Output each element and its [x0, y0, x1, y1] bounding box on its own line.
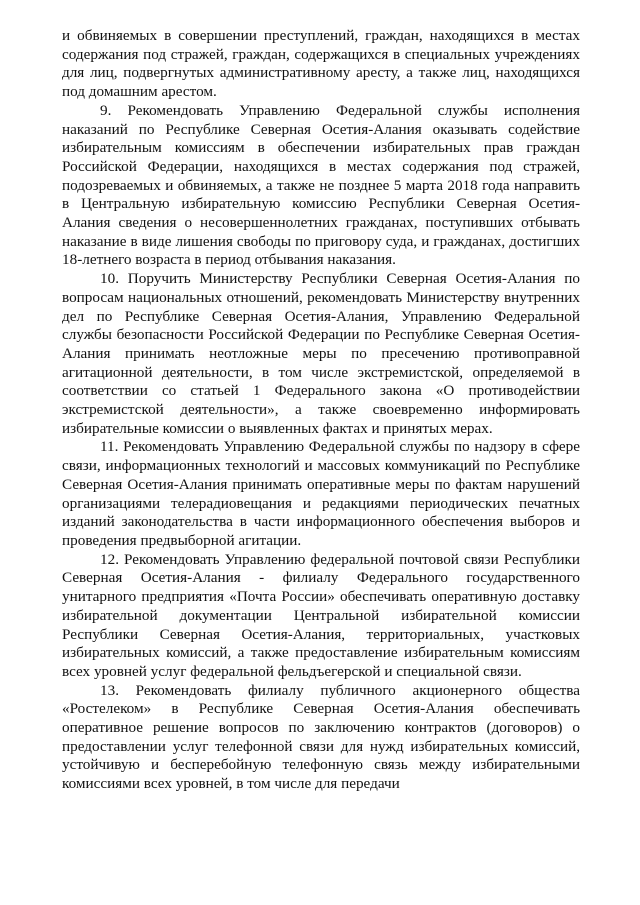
paragraph-item-9: 9. Рекомендовать Управлению Федеральной службы исполнения наказаний по Республике Северная Осетия-Алания оказывать содействие избирательным комиссиям в обеспечении избирательных прав граждан Российской Федерации, находящихся в местах содержания под стражей, подозреваемых и обвиняемых, а также не позднее 5 марта 2018 года направить в Центральную избирательную комиссию Республики Северная Осетия-Алания сведения о несовершеннолетних гражданах, поступивших отбывать наказание в виде лишения свободы по приговору суда, и гражданах, достигших 18-летнего возраста в период отбывания наказания.	[62, 101, 580, 269]
paragraph-item-10: 10. Поручить Министерству Республики Северная Осетия-Алания по вопросам национальных отношений, рекомендовать Министерству внутренних дел по Республике Северная Осетия-Алания, Управлению Федеральной службы безопасности Российской Федерации по Республике Северная Осетия-Алания принимать неотложные меры по пресечению противоправной агитационной деятельности, в том числе экстремистской, определяемой в соответствии со статьей 1 Федерального закона «О противодействии экстремистской деятельности», а также своевременно информировать избирательные комиссии о выявленных фактах и принятых мерах.	[62, 270, 580, 437]
paragraph-item-12: 12. Рекомендовать Управлению федеральной почтовой связи Республики Северная Осетия-Алания - филиалу Федерального государственного унитарного предприятия «Почта России» обеспечивать оперативную доставку избирательной документации Центральной избирательной комиссии Республики Северная Осетия-Алания, территориальных, участковых избирательных комиссий, а также предоставление избирательным комиссиям всех уровней услуг федеральной фельдъегерской и специальной связи.	[62, 550, 580, 680]
paragraph-continuation: и обвиняемых в совершении преступлений, граждан, находящихся в местах содержания под стражей, граждан, содержащихся в специальных учреждениях для лиц, подвергнутых административному аресту, а также лиц, находящихся под домашним арестом.	[62, 27, 580, 101]
paragraph-item-11: 11. Рекомендовать Управлению Федеральной службы по надзору в сфере связи, информационных технологий и массовых коммуникаций по Республике Северная Осетия-Алания принимать оперативные меры по фактам нарушений организациями телерадиовещания и редакциями периодических печатных изданий законодательства в части информационного обеспечения выборов и проведения предвыборной агитации.	[62, 438, 580, 549]
document-body	[62, 27, 580, 794]
paragraph-item-13: 13. Рекомендовать филиалу публичного акционерного общества «Ростелеком» в Республике Северная Осетия-Алания обеспечивать оперативное решение вопросов по заключению контрактов (договоров) о предоставлении услуг телефонной связи для нужд избирательных комиссий, устойчивую и бесперебойную телефонную связь между избирательными комиссиями всех уровней, в том числе для передачи	[62, 681, 580, 793]
